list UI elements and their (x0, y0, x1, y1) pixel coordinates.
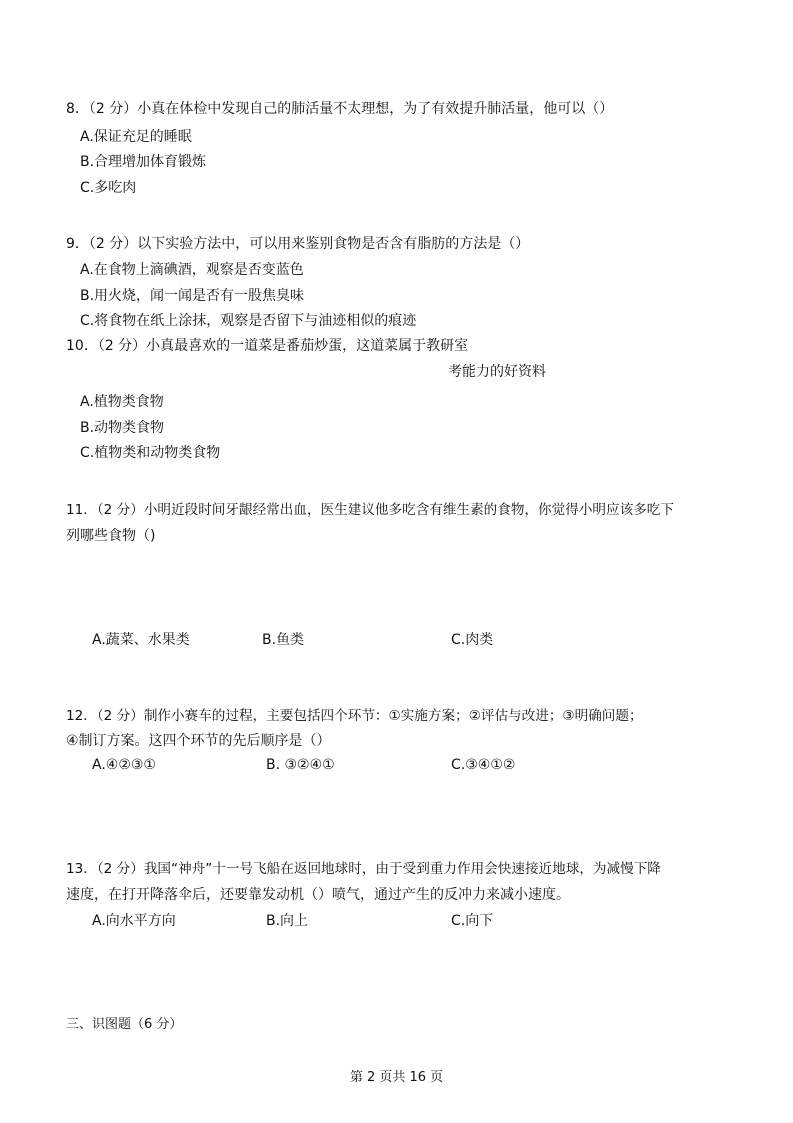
question-13-option-c: C.向下 (451, 913, 494, 929)
watermark-text: 考能力的好资料 (448, 364, 546, 380)
page-footer: 第 2 页共 16 页 (349, 1070, 444, 1085)
question-10-option-b: B.动物类食物 (80, 420, 165, 436)
question-12-option-a: A.④②③① (92, 757, 156, 773)
question-13-stem-line-1: 13．（2 分）我国“神舟”十一号飞船在返回地球时，由于受到重力作用会快速接近地球，为减慢下降 (66, 861, 661, 877)
question-12-option-b: B. ③②④① (266, 757, 335, 773)
question-9-stem: 9．（2 分）以下实验方法中，可以用来鉴别食物是否含有脂肪的方法是（） (66, 236, 530, 252)
question-8-option-a: A.保证充足的睡眠 (80, 129, 192, 145)
question-11-option-a: A.蔬菜、水果类 (92, 632, 190, 648)
question-10-option-c: C.植物类和动物类食物 (80, 445, 221, 461)
question-12-stem-line-2: ④制订方案。这四个环节的先后顺序是（） (66, 733, 331, 749)
question-9-option-a: A.在食物上滴碘酒，观察是否变蓝色 (80, 262, 304, 278)
question-12-stem-line-1: 12．（2 分）制作小赛车的过程，主要包括四个环节：①实施方案；②评估与改进；③明确问题； (66, 708, 643, 724)
question-9-option-c: C.将食物在纸上涂抹，观察是否留下与油迹相似的痕迹 (80, 313, 417, 329)
question-9-option-b: B.用火烧，闻一闻是否有一股焦臭味 (80, 288, 305, 304)
question-8-option-c: C.多吃肉 (80, 180, 137, 196)
question-13-stem-line-2: 速度，在打开降落伞后，还要靠发动机（）喷气，通过产生的反冲力来减小速度。 (66, 887, 570, 903)
section-3-heading: 三、识图题（6 分） (66, 1017, 183, 1032)
question-11-option-c: C.肉类 (451, 632, 494, 648)
question-10-stem: 10．（2 分）小真最喜欢的一道菜是番茄炒蛋，这道菜属于教研室 (66, 338, 469, 354)
question-11-stem-line-1: 11．（2 分）小明近段时间牙龈经常出血，医生建议他多吃含有维生素的食物，你觉得小明应该多吃下 (66, 502, 674, 518)
question-13-option-b: B.向上 (266, 913, 309, 929)
question-13-option-a: A.向水平方向 (92, 913, 176, 929)
question-10-option-a: A.植物类食物 (80, 394, 164, 410)
question-11-option-b: B.鱼类 (262, 632, 305, 648)
question-11-stem-line-2: 列哪些食物（) (66, 528, 156, 544)
question-8-option-b: B.合理增加体育锻炼 (80, 154, 207, 170)
question-8-stem: 8．（2 分）小真在体检中发现自己的肺活量不太理想，为了有效提升肺活量，他可以（） (66, 101, 614, 117)
question-12-option-c: C.③④①② (451, 757, 516, 773)
